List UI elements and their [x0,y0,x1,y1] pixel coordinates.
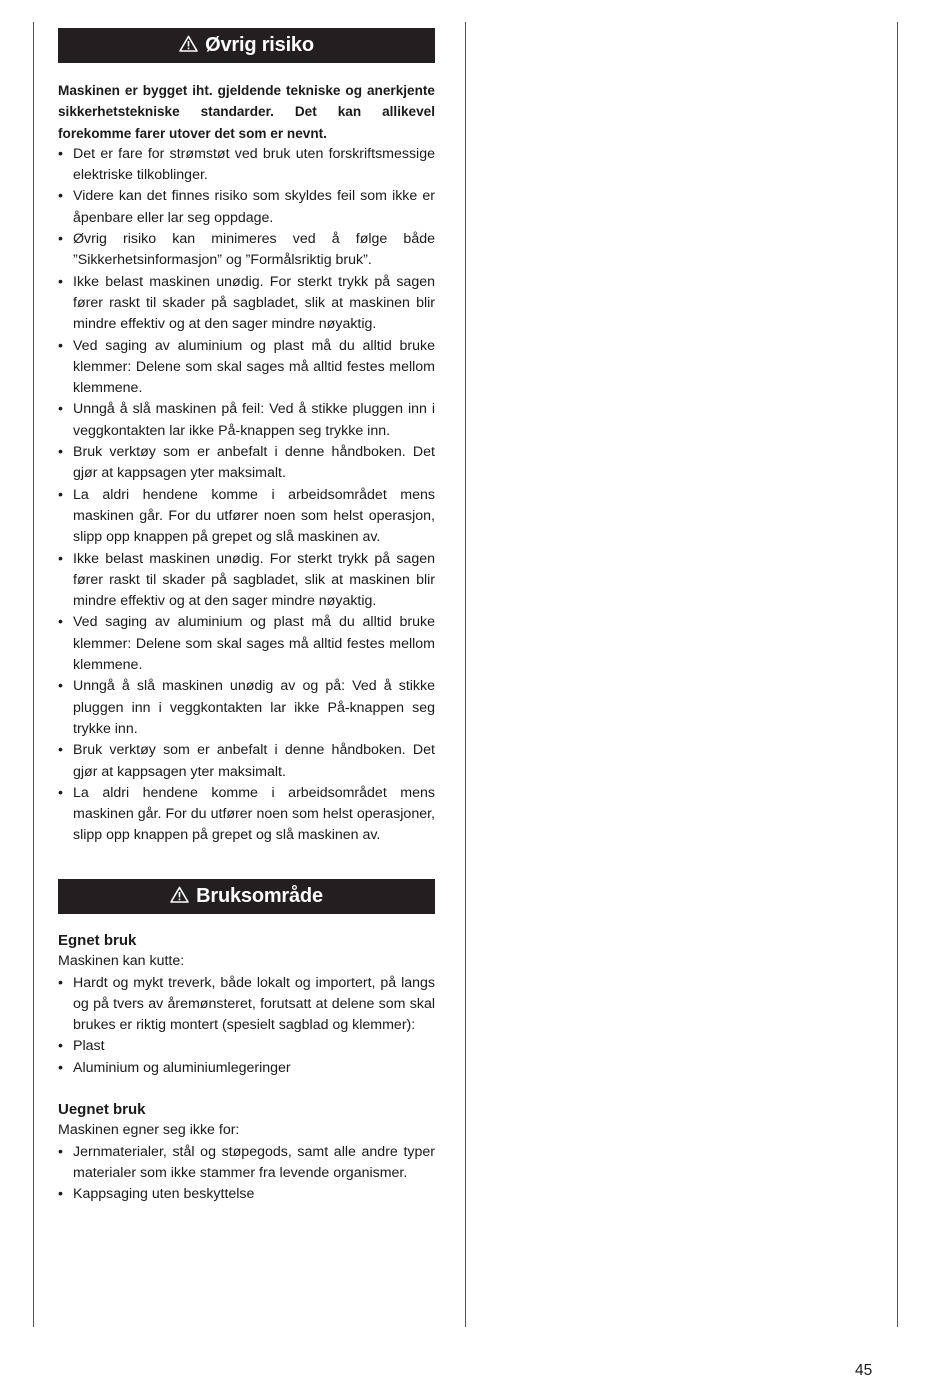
list-item-text: Unngå å slå maskinen unødig av og på: Ved å stikke pluggen inn i veggkontakten lar ikke På-knappen seg trykke inn. [73,678,435,737]
list-item-text: Ved saging av aluminium og plast må du alltid bruke klemmer: Delene som skal sages må alltid festes mellom klemmene. [73,337,435,397]
section-bruksomrade [58,879,435,1206]
egnet-bruk-lead: Maskinen kan kutte: [58,953,185,970]
section-ovrig-risiko [58,28,435,847]
center-column-rule [465,22,466,1327]
bullet-icon: • [58,678,63,695]
section-title: Bruksområde [196,884,323,907]
list-item [58,676,435,740]
list-item-text: Kappsaging uten beskyttelse [73,1186,255,1203]
list-item-text: Ikke belast maskinen unødig. For sterkt trykk på sagen fører raskt til skader på sagbladet, slik at maskinen blir mindre effektiv og at den sager mindre nøyaktig. [73,273,435,333]
section-header-ovrig-risiko [58,28,435,63]
list-item-text: Unngå å slå maskinen på feil: Ved å stikke pluggen inn i veggkontakten lar ikke På-knappen seg trykke inn. [73,401,435,439]
bullet-icon: • [58,145,63,162]
list-item [58,549,435,613]
egnet-bullet-list [58,973,435,1079]
uegnet-bullet-list [58,1142,435,1206]
list-item [58,272,435,336]
list-item [58,612,435,676]
list-item-text: Ved saging av aluminium og plast må du alltid bruke klemmer: Delene som skal sages må alltid festes mellom klemmene. [73,614,435,674]
list-item-text: Hardt og mykt treverk, både lokalt og importert, på langs og på tvers av åremønsteret, forutsatt at delene som skal brukes er riktig montert (spesielt sagblad og klemmer): [73,974,435,1034]
list-item [58,229,435,272]
bullet-icon: • [58,401,63,418]
list-item [58,1036,435,1057]
list-item [58,1058,435,1079]
bullet-icon: • [58,1186,63,1203]
list-item [58,1142,435,1185]
uegnet-bruk-lead: Maskinen egner seg ikke for: [58,1122,240,1139]
bullet-icon: • [58,1143,63,1160]
warning-triangle-icon [179,35,198,57]
list-item [58,186,435,229]
section-title: Øvrig risiko [205,33,314,56]
bullet-icon: • [58,742,63,759]
bullet-icon: • [58,1059,63,1076]
list-item-text: La aldri hendene komme i arbeidsområdet mens maskinen går. For du utfører noen som helst operasjoner, slipp opp knappen på grepet og slå maskinen av. [73,784,435,844]
list-item [58,442,435,485]
list-item-text: Aluminium og aluminiumlegeringer [73,1059,291,1076]
bullet-icon: • [58,444,63,461]
bullet-icon: • [58,974,63,991]
right-column-rule [897,22,898,1327]
bullet-icon: • [58,273,63,290]
list-item-text: Det er fare for strømstøt ved bruk uten forskriftsmessige elektriske tilkoblinger. [73,145,435,184]
page-number: 45 [855,1362,873,1379]
bullet-icon: • [58,188,63,205]
bullet-icon: • [58,550,63,567]
list-item-text: Bruk verktøy som er anbefalt i denne håndboken. Det gjør at kappsagen yter maksimalt. [73,444,435,482]
bullet-icon: • [58,1038,63,1055]
bullet-icon: • [58,337,63,354]
uegnet-bruk-heading: Uegnet bruk [58,1101,146,1119]
list-item [58,144,435,187]
intro-paragraph: Maskinen er bygget iht. gjeldende tekniske og anerkjente sikkerhetstekniske standarder. Det kan allikevel forekomme farer utover det som er nevnt. [58,83,435,141]
egnet-bruk-heading: Egnet bruk [58,932,137,949]
list-item [58,740,435,783]
list-item [58,973,435,1037]
list-item-text: Ikke belast maskinen unødig. For sterkt trykk på sagen fører raskt til skader på sagbladet, slik at maskinen blir mindre effektiv og at den sager mindre nøyaktig. [73,550,435,610]
list-item-text: Jernmaterialer, stål og støpegods, samt alle andre typer materialer som ikke stammer fra levende organismer. [73,1143,435,1181]
bullet-icon: • [58,784,63,801]
list-item [58,399,435,442]
list-item-text: La aldri hendene komme i arbeidsområdet mens maskinen går. For du utfører noen som helst operasjon, slipp opp knappen på grepet og slå maskinen av. [73,486,435,546]
list-item-text: Plast [73,1038,105,1055]
bullet-icon: • [58,614,63,631]
left-column-rule [33,22,34,1327]
list-item [58,485,435,549]
list-item-text: Bruk verktøy som er anbefalt i denne håndboken. Det gjør at kappsagen yter maksimalt. [73,742,435,780]
bullet-icon: • [58,486,63,503]
list-item [58,336,435,400]
section-header-bruksomrade [58,879,435,914]
warning-triangle-icon [170,886,189,908]
bullet-icon: • [58,231,63,248]
list-item [58,1184,435,1205]
list-item [58,783,435,847]
list-item-text: Øvrig risiko kan minimeres ved å følge både ”Sikkerhetsinformasjon” og ”Formålsriktig bruk”. [73,231,435,269]
list-item-text: Videre kan det finnes risiko som skyldes feil som ikke er åpenbare eller lar seg oppdage. [73,188,435,226]
risk-bullet-list [58,144,435,847]
